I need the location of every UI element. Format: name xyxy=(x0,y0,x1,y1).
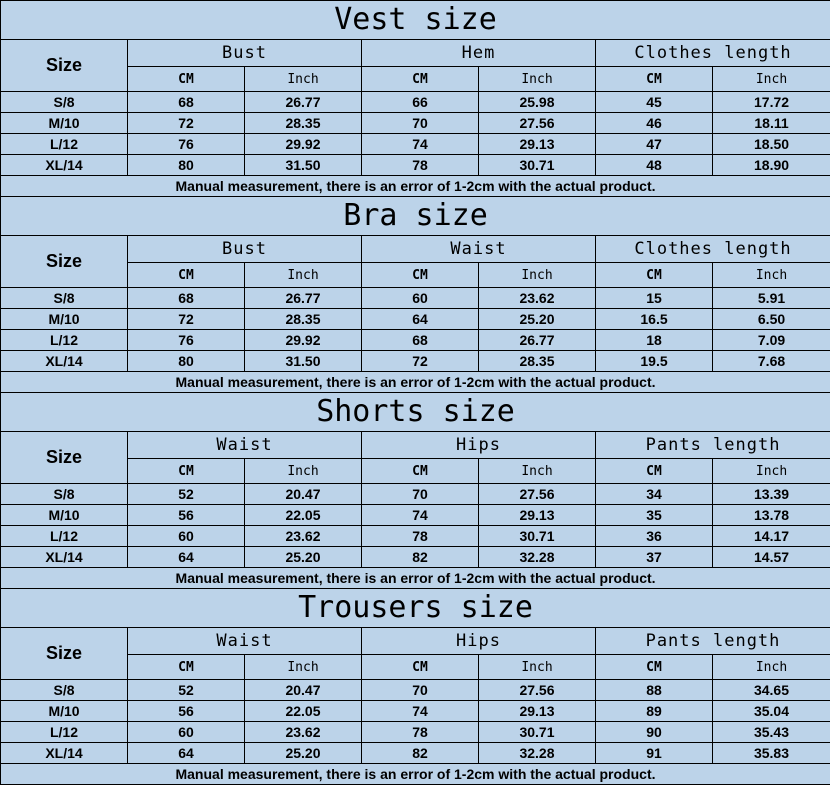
unit-cm-header: CM xyxy=(128,459,245,484)
table-row xyxy=(1,351,830,372)
measurement-note: Manual measurement, there is an error of 1-2cm with the actual product. xyxy=(1,764,830,785)
measurement-value: 64 xyxy=(128,547,245,568)
measurement-note: Manual measurement, there is an error of 1-2cm with the actual product. xyxy=(1,372,830,393)
unit-inch-header: Inch xyxy=(713,459,830,484)
size-label: XL/14 xyxy=(1,155,128,176)
measurement-value: 78 xyxy=(362,155,479,176)
measurement-value: 30.71 xyxy=(479,722,596,743)
size-table xyxy=(0,588,830,785)
measurement-value: 35.83 xyxy=(713,743,830,764)
measurement-value: 76 xyxy=(128,330,245,351)
size-label: S/8 xyxy=(1,680,128,701)
measurement-value: 90 xyxy=(596,722,713,743)
measurement-value: 56 xyxy=(128,701,245,722)
size-label: XL/14 xyxy=(1,351,128,372)
table-row xyxy=(1,309,830,330)
measurement-value: 30.71 xyxy=(479,526,596,547)
measurement-value: 35 xyxy=(596,505,713,526)
table-title: Trousers size xyxy=(1,589,830,628)
unit-cm-header: CM xyxy=(362,263,479,288)
unit-inch-header: Inch xyxy=(245,655,362,680)
size-label: M/10 xyxy=(1,701,128,722)
measurement-value: 18.11 xyxy=(713,113,830,134)
size-label: S/8 xyxy=(1,484,128,505)
unit-cm-header: CM xyxy=(596,459,713,484)
size-label: M/10 xyxy=(1,113,128,134)
measurement-value: 74 xyxy=(362,701,479,722)
unit-inch-header: Inch xyxy=(713,67,830,92)
table-row xyxy=(1,484,830,505)
size-label: L/12 xyxy=(1,330,128,351)
measurement-value: 52 xyxy=(128,484,245,505)
measurement-value: 7.09 xyxy=(713,330,830,351)
measurement-group-header: Bust xyxy=(128,236,362,263)
size-table xyxy=(0,196,830,393)
table-row xyxy=(1,288,830,309)
measurement-group-header: Hips xyxy=(362,432,596,459)
size-label: L/12 xyxy=(1,722,128,743)
table-row xyxy=(1,547,830,568)
measurement-value: 60 xyxy=(128,722,245,743)
measurement-value: 20.47 xyxy=(245,484,362,505)
unit-inch-header: Inch xyxy=(713,263,830,288)
measurement-value: 60 xyxy=(128,526,245,547)
measurement-note: Manual measurement, there is an error of 1-2cm with the actual product. xyxy=(1,568,830,589)
table-row xyxy=(1,722,830,743)
unit-cm-header: CM xyxy=(362,655,479,680)
measurement-value: 14.17 xyxy=(713,526,830,547)
measurement-value: 34 xyxy=(596,484,713,505)
unit-inch-header: Inch xyxy=(245,67,362,92)
measurement-value: 25.98 xyxy=(479,92,596,113)
size-column-header: Size xyxy=(1,236,128,288)
table-row xyxy=(1,134,830,155)
measurement-value: 17.72 xyxy=(713,92,830,113)
measurement-value: 74 xyxy=(362,134,479,155)
measurement-value: 46 xyxy=(596,113,713,134)
measurement-value: 23.62 xyxy=(245,722,362,743)
size-table xyxy=(0,392,830,589)
size-label: XL/14 xyxy=(1,547,128,568)
measurement-value: 6.50 xyxy=(713,309,830,330)
measurement-value: 82 xyxy=(362,547,479,568)
table-row xyxy=(1,505,830,526)
measurement-value: 80 xyxy=(128,155,245,176)
measurement-value: 26.77 xyxy=(479,330,596,351)
table-title: Shorts size xyxy=(1,393,830,432)
size-table xyxy=(0,0,830,197)
unit-cm-header: CM xyxy=(128,67,245,92)
measurement-group-header: Bust xyxy=(128,40,362,67)
measurement-group-header: Pants length xyxy=(596,432,830,459)
table-row xyxy=(1,92,830,113)
measurement-value: 22.05 xyxy=(245,701,362,722)
measurement-value: 5.91 xyxy=(713,288,830,309)
size-column-header: Size xyxy=(1,628,128,680)
unit-cm-header: CM xyxy=(128,655,245,680)
measurement-value: 20.47 xyxy=(245,680,362,701)
unit-inch-header: Inch xyxy=(245,263,362,288)
measurement-value: 19.5 xyxy=(596,351,713,372)
measurement-value: 23.62 xyxy=(479,288,596,309)
table-row xyxy=(1,155,830,176)
size-label: XL/14 xyxy=(1,743,128,764)
measurement-value: 29.13 xyxy=(479,134,596,155)
measurement-value: 15 xyxy=(596,288,713,309)
measurement-value: 25.20 xyxy=(245,743,362,764)
table-title: Vest size xyxy=(1,1,830,40)
unit-cm-header: CM xyxy=(362,67,479,92)
measurement-group-header: Clothes length xyxy=(596,40,830,67)
measurement-value: 29.92 xyxy=(245,134,362,155)
unit-inch-header: Inch xyxy=(479,263,596,288)
table-row xyxy=(1,330,830,351)
measurement-value: 27.56 xyxy=(479,484,596,505)
measurement-value: 26.77 xyxy=(245,288,362,309)
unit-cm-header: CM xyxy=(128,263,245,288)
measurement-value: 64 xyxy=(128,743,245,764)
unit-cm-header: CM xyxy=(362,459,479,484)
unit-inch-header: Inch xyxy=(479,655,596,680)
measurement-value: 78 xyxy=(362,526,479,547)
size-label: S/8 xyxy=(1,92,128,113)
measurement-value: 70 xyxy=(362,113,479,134)
measurement-value: 23.62 xyxy=(245,526,362,547)
measurement-group-header: Waist xyxy=(128,432,362,459)
measurement-value: 27.56 xyxy=(479,113,596,134)
measurement-value: 36 xyxy=(596,526,713,547)
measurement-value: 91 xyxy=(596,743,713,764)
table-row xyxy=(1,113,830,134)
measurement-value: 29.13 xyxy=(479,701,596,722)
measurement-group-header: Hem xyxy=(362,40,596,67)
measurement-value: 28.35 xyxy=(245,309,362,330)
measurement-value: 22.05 xyxy=(245,505,362,526)
measurement-value: 27.56 xyxy=(479,680,596,701)
measurement-value: 25.20 xyxy=(479,309,596,330)
measurement-group-header: Clothes length xyxy=(596,236,830,263)
unit-inch-header: Inch xyxy=(479,459,596,484)
measurement-value: 16.5 xyxy=(596,309,713,330)
measurement-group-header: Pants length xyxy=(596,628,830,655)
measurement-group-header: Waist xyxy=(128,628,362,655)
measurement-value: 74 xyxy=(362,505,479,526)
measurement-value: 18.50 xyxy=(713,134,830,155)
measurement-group-header: Hips xyxy=(362,628,596,655)
measurement-value: 35.04 xyxy=(713,701,830,722)
measurement-value: 78 xyxy=(362,722,479,743)
measurement-value: 34.65 xyxy=(713,680,830,701)
measurement-value: 28.35 xyxy=(245,113,362,134)
measurement-value: 18.90 xyxy=(713,155,830,176)
measurement-value: 70 xyxy=(362,680,479,701)
measurement-value: 76 xyxy=(128,134,245,155)
measurement-value: 32.28 xyxy=(479,743,596,764)
measurement-group-header: Waist xyxy=(362,236,596,263)
unit-cm-header: CM xyxy=(596,263,713,288)
unit-inch-header: Inch xyxy=(713,655,830,680)
measurement-value: 45 xyxy=(596,92,713,113)
measurement-value: 29.92 xyxy=(245,330,362,351)
measurement-value: 7.68 xyxy=(713,351,830,372)
measurement-value: 70 xyxy=(362,484,479,505)
measurement-value: 14.57 xyxy=(713,547,830,568)
measurement-value: 18 xyxy=(596,330,713,351)
unit-inch-header: Inch xyxy=(245,459,362,484)
size-label: L/12 xyxy=(1,526,128,547)
measurement-value: 72 xyxy=(128,113,245,134)
measurement-value: 82 xyxy=(362,743,479,764)
measurement-value: 68 xyxy=(128,288,245,309)
measurement-value: 29.13 xyxy=(479,505,596,526)
size-label: M/10 xyxy=(1,505,128,526)
measurement-note: Manual measurement, there is an error of 1-2cm with the actual product. xyxy=(1,176,830,197)
measurement-value: 31.50 xyxy=(245,155,362,176)
size-label: M/10 xyxy=(1,309,128,330)
measurement-value: 13.39 xyxy=(713,484,830,505)
measurement-value: 66 xyxy=(362,92,479,113)
measurement-value: 13.78 xyxy=(713,505,830,526)
table-title: Bra size xyxy=(1,197,830,236)
measurement-value: 56 xyxy=(128,505,245,526)
measurement-value: 28.35 xyxy=(479,351,596,372)
size-column-header: Size xyxy=(1,432,128,484)
measurement-value: 37 xyxy=(596,547,713,568)
measurement-value: 48 xyxy=(596,155,713,176)
measurement-value: 60 xyxy=(362,288,479,309)
table-row xyxy=(1,680,830,701)
measurement-value: 72 xyxy=(362,351,479,372)
measurement-value: 80 xyxy=(128,351,245,372)
measurement-value: 68 xyxy=(362,330,479,351)
measurement-value: 89 xyxy=(596,701,713,722)
unit-cm-header: CM xyxy=(596,655,713,680)
measurement-value: 26.77 xyxy=(245,92,362,113)
measurement-value: 64 xyxy=(362,309,479,330)
measurement-value: 31.50 xyxy=(245,351,362,372)
measurement-value: 30.71 xyxy=(479,155,596,176)
measurement-value: 25.20 xyxy=(245,547,362,568)
size-label: S/8 xyxy=(1,288,128,309)
measurement-value: 68 xyxy=(128,92,245,113)
unit-cm-header: CM xyxy=(596,67,713,92)
measurement-value: 32.28 xyxy=(479,547,596,568)
table-row xyxy=(1,743,830,764)
table-row xyxy=(1,701,830,722)
measurement-value: 35.43 xyxy=(713,722,830,743)
measurement-value: 52 xyxy=(128,680,245,701)
size-label: L/12 xyxy=(1,134,128,155)
unit-inch-header: Inch xyxy=(479,67,596,92)
size-column-header: Size xyxy=(1,40,128,92)
table-row xyxy=(1,526,830,547)
measurement-value: 72 xyxy=(128,309,245,330)
measurement-value: 88 xyxy=(596,680,713,701)
measurement-value: 47 xyxy=(596,134,713,155)
